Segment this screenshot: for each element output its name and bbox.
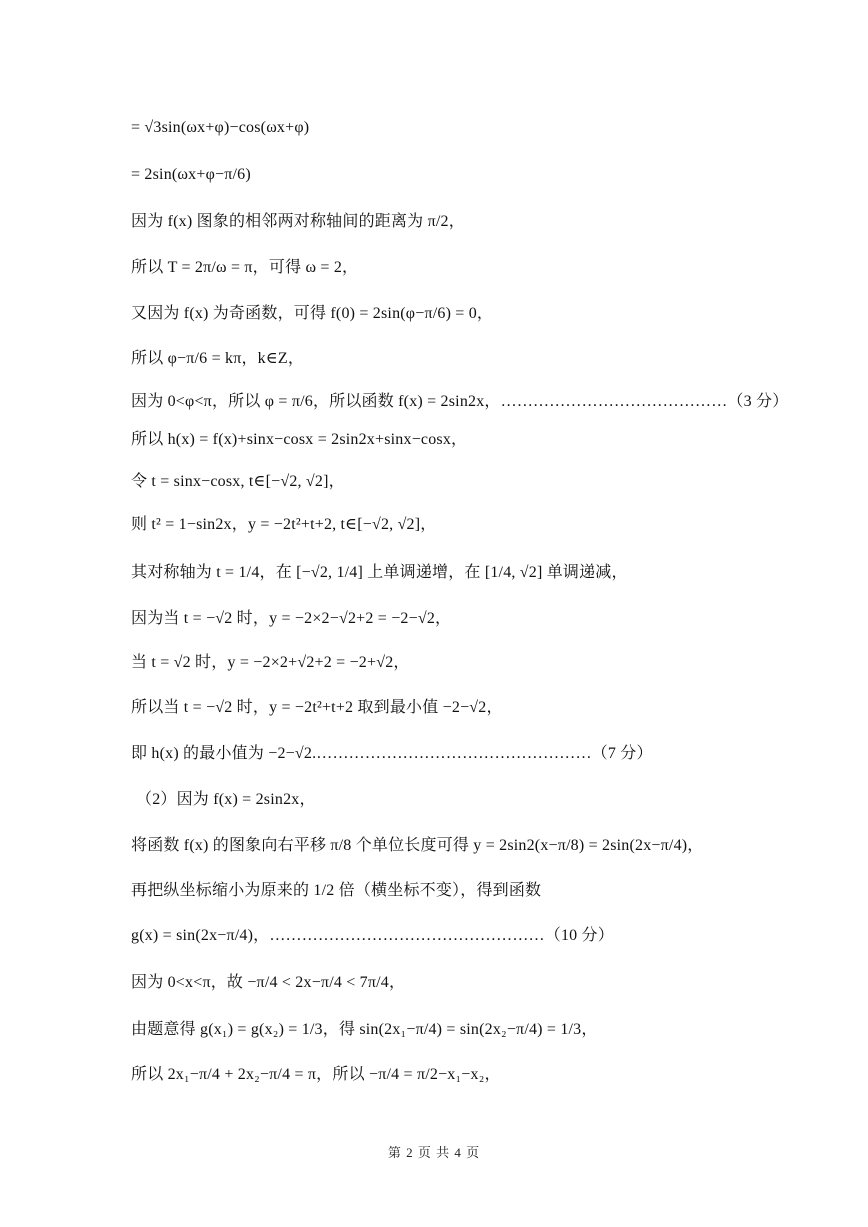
text-line-13: 当 t = √2 时，y = −2×2+√2+2 = −2+√2， <box>131 654 410 671</box>
text-line-14: 所以当 t = −√2 时，y = −2t²+t+2 取到最小值 −2−√2， <box>131 699 503 716</box>
text-line-15: 即 h(x) 的最小值为 −2−√2.……………………………………………（7 分） <box>131 745 653 762</box>
text-line-21: 由题意得 g(x₁) = g(x₂) = 1/3，得 sin(2x₁−π/4) = sin(2x₂−π/4) = 1/3， <box>131 1021 598 1038</box>
text-line-18: 再把纵坐标缩小为原来的 1/2 倍（横坐标不变），得到函数 <box>131 882 542 899</box>
text-line-4: 所以 T = 2π/ω = π，可得 ω = 2， <box>131 259 359 276</box>
text-line-19: g(x) = sin(2x−π/4)，……………………………………………（10 分） <box>131 927 614 944</box>
text-line-12: 因为当 t = −√2 时，y = −2×2−√2+2 = −2−√2， <box>131 610 452 627</box>
text-line-16: （2）因为 f(x) = 2sin2x， <box>136 791 316 808</box>
text-line-8: 所以 h(x) = f(x)+sinx−cosx = 2sin2x+sinx−cosx， <box>131 431 468 448</box>
equation-line-2: = 2sin(ωx+φ−π/6) <box>131 166 251 183</box>
text-line-11: 其对称轴为 t = 1/4，在 [−√2, 1/4] 上单调递增，在 [1/4, √2] 单调递减， <box>131 564 628 581</box>
text-line-9: 令 t = sinx−cosx, t∈[−√2, √2]， <box>131 473 345 490</box>
text-line-6: 所以 φ−π/6 = kπ，k∈Z， <box>131 350 305 367</box>
text-line-10: 则 t² = 1−sin2x，y = −2t²+t+2, t∈[−√2, √2]， <box>131 516 437 533</box>
equation-line-1: = √3sin(ωx+φ)−cos(ωx+φ) <box>131 119 310 136</box>
text-line-3: 因为 f(x) 图象的相邻两对称轴间的距离为 π/2， <box>131 213 465 230</box>
text-line-7: 因为 0<φ<π，所以 φ = π/6，所以函数 f(x) = 2sin2x，……………………………………（3 分） <box>131 393 789 410</box>
page-footer: 第 2 页 共 4 页 <box>387 1145 481 1160</box>
text-line-20: 因为 0<x<π，故 −π/4 < 2x−π/4 < 7π/4， <box>131 974 406 991</box>
text-line-22: 所以 2x₁−π/4 + 2x₂−π/4 = π，所以 −π/4 = π/2−x₁−x₂， <box>131 1066 501 1083</box>
text-line-17: 将函数 f(x) 的图象向右平移 π/8 个单位长度可得 y = 2sin2(x−π/8) = 2sin(2x−π/4)， <box>131 837 704 854</box>
text-line-5: 又因为 f(x) 为奇函数，可得 f(0) = 2sin(φ−π/6) = 0， <box>131 305 494 322</box>
